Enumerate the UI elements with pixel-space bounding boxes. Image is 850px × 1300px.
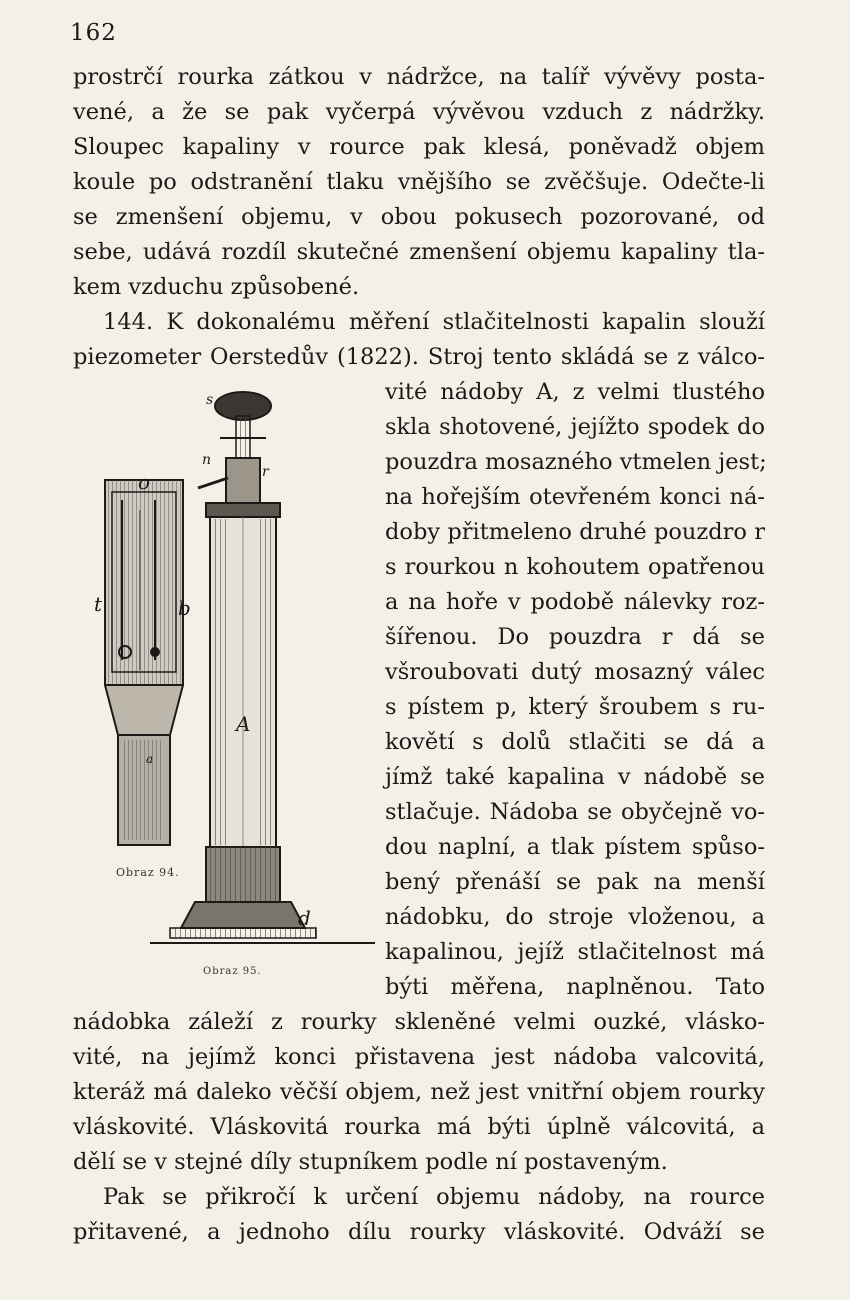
text-line: sebe, udává rozdíl skutečné zmenšení objemu kapaliny tla- xyxy=(73,239,765,265)
text-line: kem vzduchu způsobené. xyxy=(73,274,360,300)
text-line: piezometer Oerstedův (1822). Stroj tento skládá se z válco- xyxy=(73,344,765,370)
figure-label-d: d xyxy=(298,906,311,930)
figure-label-A: A xyxy=(236,712,251,736)
text-line: stlačuje. Nádoba se obyčejně vo- xyxy=(385,799,765,825)
text-line: skla shotovené, jejížto spodek do xyxy=(385,414,765,440)
text-line: kteráž má daleko věčší objem, než jest vnitřní objem rourky xyxy=(73,1079,765,1105)
text-line: všroubovati dutý mosazný válec xyxy=(385,659,765,685)
text-line: s rourkou n kohoutem opatřenou xyxy=(385,554,765,580)
text-line: kapalinou, jejíž stlačitelnost má xyxy=(385,939,765,965)
figure-label-o: o xyxy=(138,470,151,494)
text-line: s pístem p, který šroubem s ru- xyxy=(385,694,765,720)
text-line: doby přitmeleno druhé pouzdro r xyxy=(385,519,765,545)
text-line: Sloupec kapaliny v rource pak klesá, poněvadž objem xyxy=(73,134,765,160)
text-line: dělí se v stejné díly stupníkem podle ní postaveným. xyxy=(73,1149,668,1175)
figure-label-a: a xyxy=(146,752,154,766)
text-line: koule po odstranění tlaku vnějšího se zvěčšuje. Odečte-li xyxy=(73,169,765,195)
text-line: býti měřena, naplněnou. Tato xyxy=(385,974,765,1000)
text-line: vité nádoby A, z velmi tlustého xyxy=(385,379,765,405)
text-line: vité, na jejímž konci přistavena jest nádoba valcovitá, xyxy=(73,1044,765,1070)
section-heading-line: 144. K dokonalému měření stlačitelnosti kapalin slouží xyxy=(103,309,765,335)
text-line: vené, a že se pak vyčerpá vývěvou vzduch z nádržky. xyxy=(73,99,765,125)
figure-94-caption: Obraz 94. xyxy=(116,866,180,879)
text-line: vláskovité. Vláskovitá rourka má býti úplně válcovitá, a xyxy=(73,1114,765,1140)
text-line: nádobku, do stroje vloženou, a xyxy=(385,904,765,930)
text-line: jímž také kapalina v nádobě se xyxy=(385,764,765,790)
text-line: šířenou. Do pouzdra r dá se xyxy=(385,624,765,650)
figure-label-s: s xyxy=(206,392,214,408)
text-line: a na hoře v podobě nálevky roz- xyxy=(385,589,765,615)
text-line: na hořejším otevřeném konci ná- xyxy=(385,484,765,510)
figure-label-b: b xyxy=(178,596,191,620)
figure-label-n: n xyxy=(202,452,212,468)
text-line: pouzdra mosazného vtmelen jest; xyxy=(385,449,767,475)
figure-label-t: t xyxy=(94,592,103,616)
text-line: bený přenáší se pak na menší xyxy=(385,869,765,895)
text-line: nádobka záleží z rourky skleněné velmi ouzké, vlásko- xyxy=(73,1009,765,1035)
text-line: dou naplní, a tlak pístem spůso- xyxy=(385,834,765,860)
page-number: 162 xyxy=(70,20,117,46)
figure-label-r: r xyxy=(262,464,269,480)
text-line: přitavené, a jednoho dílu rourky vláskovité. Odváží se xyxy=(73,1219,765,1245)
text-line: prostrčí rourka zátkou v nádržce, na talíř vývěvy posta- xyxy=(73,64,765,90)
text-line: Pak se přikročí k určení objemu nádoby, na rource xyxy=(103,1184,765,1210)
text-line: se zmenšení objemu, v obou pokusech pozorované, od xyxy=(73,204,765,230)
text-line: kovětí s dolů stlačiti se dá a xyxy=(385,729,765,755)
figure-95-caption: Obraz 95. xyxy=(203,966,262,977)
